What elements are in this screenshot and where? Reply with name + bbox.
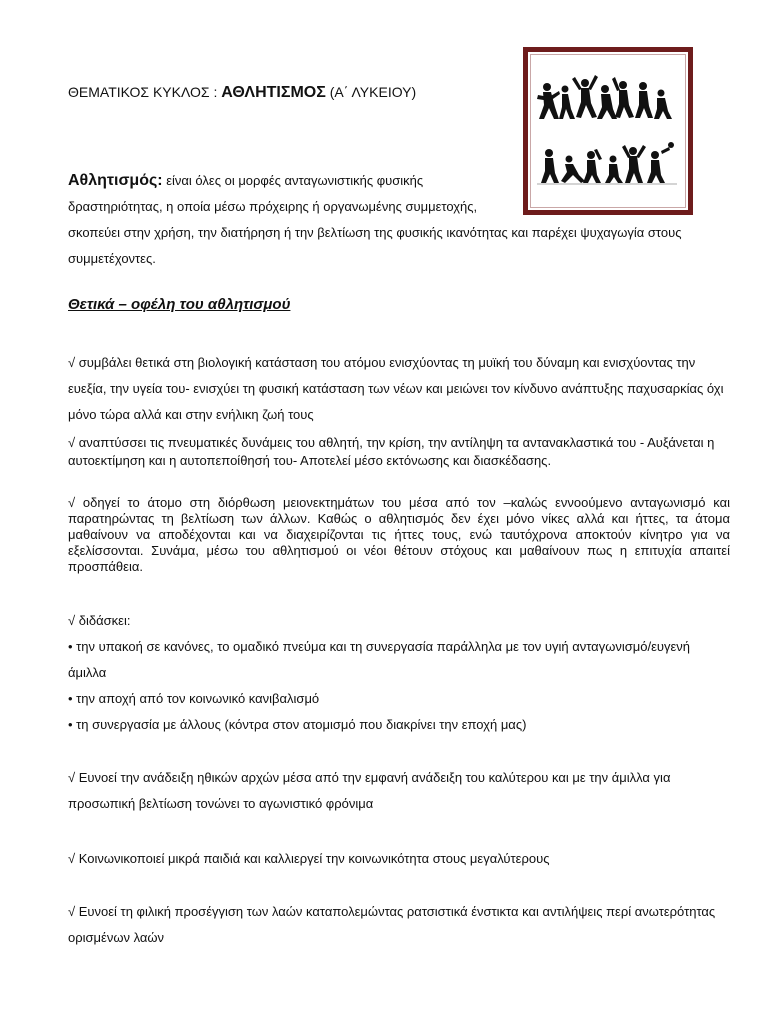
definition-block [68, 168, 528, 220]
sports-image-frame [523, 47, 693, 215]
benefit-paragraph-4 [68, 608, 730, 738]
title-prefix: ΘΕΜΑΤΙΚΟΣ ΚΥΚΛΟΣ : [68, 84, 222, 100]
definition-line-3: σκοπεύει στην χρήση, την διατήρηση ή την βελτίωση της φυσικής ικανότητας και παρέχει ψυχαγωγία στους συμμετέχοντες. [68, 225, 682, 266]
definition-term: Αθλητισμός: [68, 172, 163, 189]
title-main: ΑΘΛΗΤΙΣΜΟΣ [221, 84, 326, 101]
benefit-paragraph-7: √ Ευνοεί τη φιλική προσέγγιση των λαών καταπολεμώντας ρατσιστικά ένστικτα και αντιλήψεις περί ανωτερότητας ορισμένων λαών [68, 904, 716, 945]
list-item: • την υπακοή σε κανόνες, το ομαδικό πνεύμα και τη συνεργασία παράλληλα με τον υγιή ανταγωνισμό/ευγενή άμιλλα [68, 639, 691, 680]
page-title [68, 84, 416, 102]
benefit-paragraph-5: √ Ευνοεί την ανάδειξη ηθικών αρχών μέσα από την εμφανή ανάδειξη του καλύτερου και με την άμιλλα για προσωπική βελτίωση τονώνει το αγωνιστικό φρόνιμα [68, 770, 671, 811]
section-title: Θετικά – οφέλη του αθλητισμού [68, 296, 291, 313]
benefit-paragraph-1: √ συμβάλει θετικά στη βιολογική κατάσταση του ατόμου ενισχύοντας τη μυϊκή του δύναμη και ενισχύοντας την ευεξία, την υγεία του- ενισχύει τη φυσική κατάσταση των νέων και μειώνει τον κίνδυνο ανάπτυξης παχυσαρκίας όχι μόνο τώρα αλλά και στην ενήλικη ζωή τους [68, 355, 724, 422]
benefit-paragraph-6: √ Κοινωνικοποιεί μικρά παιδιά και καλλιεργεί την κοινωνικότητα στους μεγαλύτερους [68, 851, 550, 866]
sports-silhouettes-icon [535, 59, 681, 203]
list-item: • τη συνεργασία με άλλους (κόντρα στον ατομισμό που διακρίνει την εποχή μας) [68, 717, 527, 732]
definition-line-2: δραστηριότητας, η οποία μέσω πρόχειρης ή οργανωμένης συμμετοχής, [68, 199, 478, 214]
benefit-paragraph-3: √ οδηγεί το άτομο στη διόρθωση μειονεκτημάτων του μέσα από τον –καλώς εννοούμενο ανταγωνισμό και παρατηρώντας τη βελτίωση των άλλων. Καθώς ο αθλητισμός δεν έχει μόνο νίκες αλλά και ήττες, τα άτομα μαθαίνουν να αποδέχονται και να διαχειρίζονται τις ήττες τους, ενώ ταυτόχρονα αποκτούν κίνητρο για να εξελίσσονται. Συνάμα, μέσω του αθλητισμού οι νέοι θέτουν στόχους και μαθαίνουν πως η επιτυχία απαιτεί προσπάθεια. [68, 495, 730, 574]
definition-line-1: είναι όλες οι μορφές ανταγωνιστικής φυσικής [162, 173, 424, 188]
benefit-paragraph-2: √ αναπτύσσει τις πνευματικές δυνάμεις του αθλητή, την κρίση, την αντίληψη τα αντανακλαστικά του - Αυξάνεται η αυτοεκτίμηση και η αυτοπεποίθησή του- Αποτελεί μέσο εκτόνωσης και διασκέδασης. [68, 435, 715, 468]
list-item: • την αποχή από τον κοινωνικό κανιβαλισμό [68, 691, 320, 706]
title-suffix: (Α΄ ΛΥΚΕΙΟΥ) [325, 84, 417, 100]
teaches-intro: √ διδάσκει: [68, 613, 131, 628]
